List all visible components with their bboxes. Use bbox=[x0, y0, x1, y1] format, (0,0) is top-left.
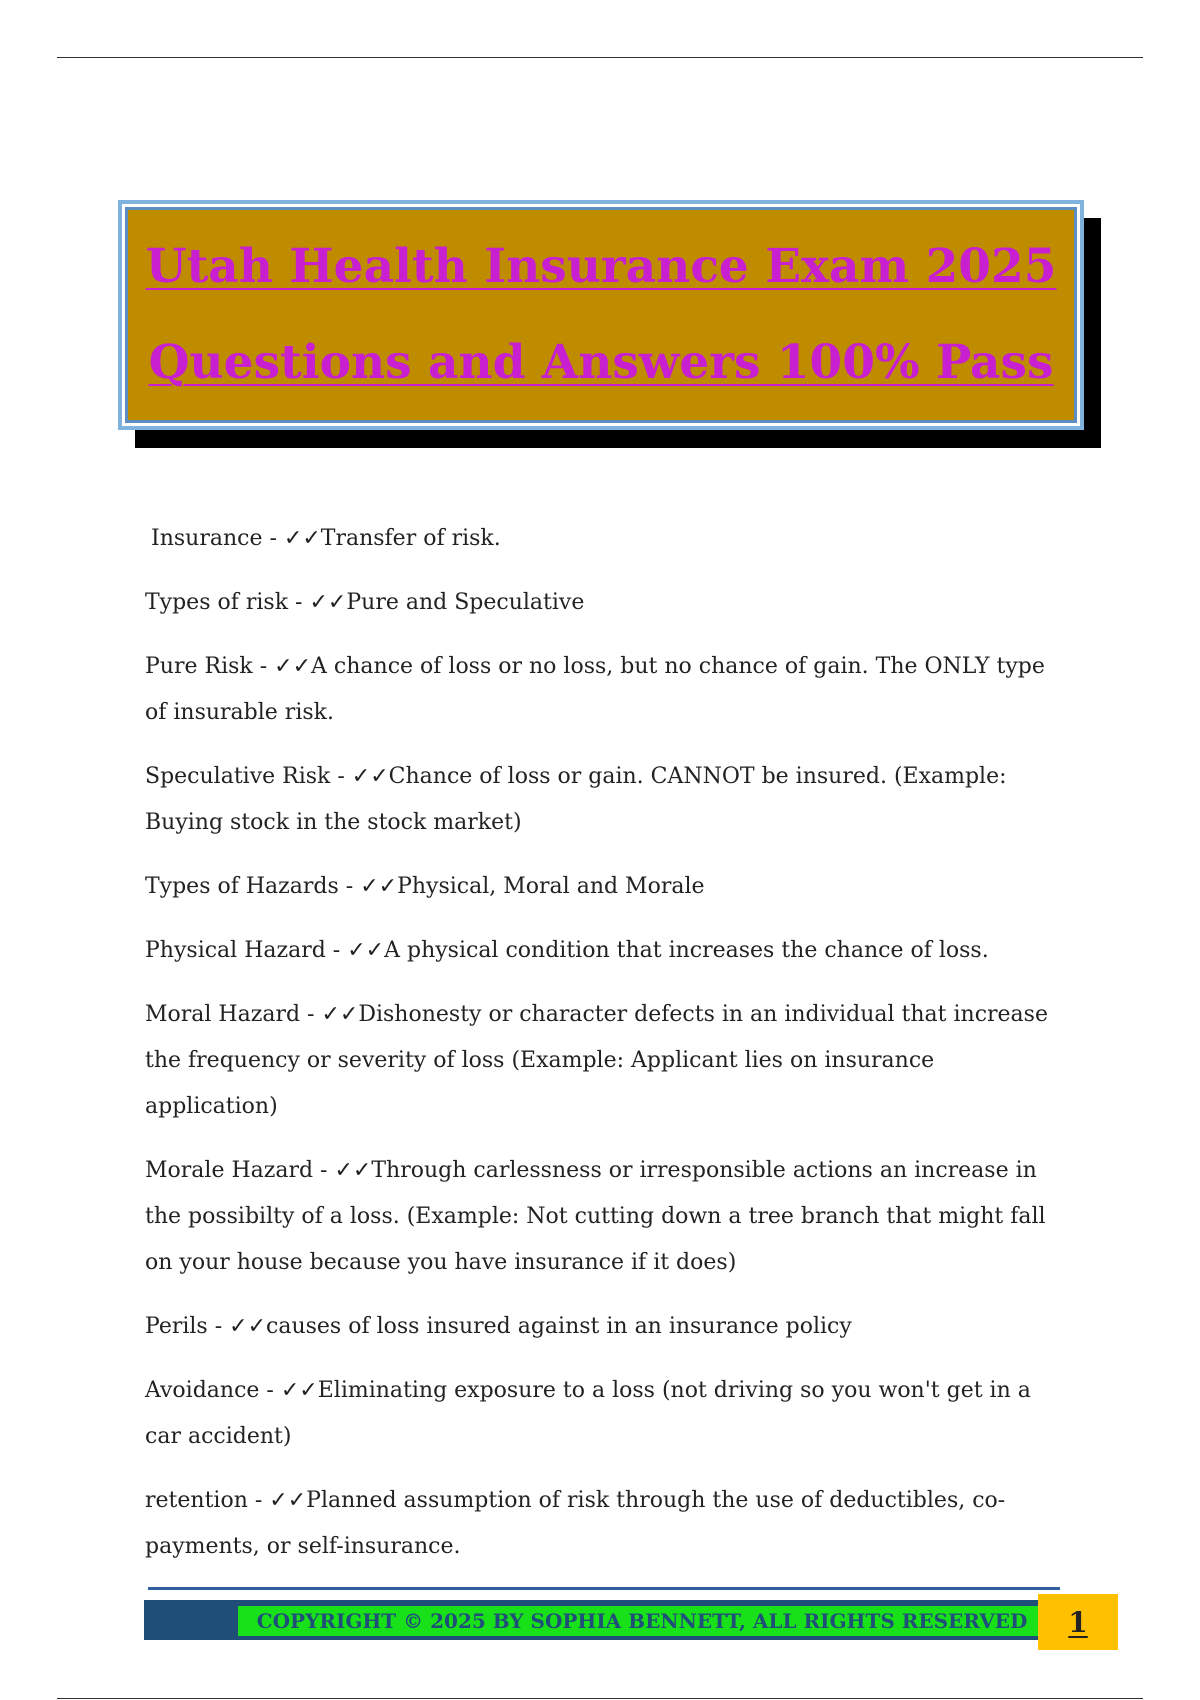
qa-term: Physical Hazard bbox=[145, 938, 326, 963]
qa-item bbox=[145, 1148, 1065, 1286]
check-icon: ✓✓ bbox=[351, 764, 389, 789]
qa-answer: causes of loss insured against in an insurance policy bbox=[266, 1314, 852, 1339]
qa-term: Morale Hazard bbox=[145, 1158, 314, 1183]
qa-separator: - bbox=[313, 1158, 335, 1183]
qa-item bbox=[145, 754, 1065, 846]
qa-item bbox=[145, 928, 1065, 974]
qa-answer: Transfer of risk. bbox=[320, 526, 501, 551]
check-icon: ✓✓ bbox=[229, 1314, 267, 1339]
check-icon: ✓✓ bbox=[334, 1158, 372, 1183]
page-number: 1 bbox=[1068, 1605, 1088, 1639]
qa-separator: - bbox=[288, 590, 310, 615]
qa-answer: A chance of loss or no loss, but no chance of gain. The ONLY type of insurable risk. bbox=[145, 654, 1045, 725]
qa-term: retention bbox=[145, 1488, 248, 1513]
qa-term: Speculative Risk bbox=[145, 764, 331, 789]
check-icon: ✓✓ bbox=[269, 1488, 307, 1513]
qa-item bbox=[145, 644, 1065, 736]
qa-separator: - bbox=[207, 1314, 230, 1339]
header-rule bbox=[57, 57, 1143, 58]
footer-rule bbox=[148, 1587, 1060, 1590]
copyright-banner bbox=[238, 1606, 1046, 1636]
qa-separator: - bbox=[300, 1002, 322, 1027]
qa-term: Types of Hazards bbox=[145, 874, 339, 899]
qa-answer: Chance of loss or gain. CANNOT be insured. (Example: Buying stock in the stock market) bbox=[145, 764, 1007, 835]
check-icon: ✓✓ bbox=[283, 526, 321, 551]
qa-term: Pure Risk bbox=[145, 654, 253, 679]
qa-separator: - bbox=[330, 764, 352, 789]
qa-answer: Through carlessness or irresponsible actions an increase in the possibilty of a loss. (Example: Not cutting down a tree branch that might fall on your house because you have insurance if it does) bbox=[145, 1158, 1046, 1275]
qa-list bbox=[145, 516, 1065, 1588]
check-icon: ✓✓ bbox=[360, 874, 398, 899]
qa-item bbox=[145, 992, 1065, 1130]
check-icon: ✓✓ bbox=[274, 654, 312, 679]
check-icon: ✓✓ bbox=[321, 1002, 359, 1027]
qa-separator: - bbox=[259, 1378, 281, 1403]
qa-item bbox=[145, 580, 1065, 626]
title-box-fill bbox=[128, 210, 1074, 420]
qa-answer: Dishonesty or character defects in an individual that increase the frequency or severity of loss (Example: Applicant lies on insurance application) bbox=[145, 1002, 1048, 1119]
qa-answer: Planned assumption of risk through the use of deductibles, co-payments, or self-insurance. bbox=[145, 1488, 1006, 1559]
qa-separator: - bbox=[252, 654, 275, 679]
qa-answer: Pure and Speculative bbox=[346, 590, 585, 615]
qa-answer: A physical condition that increases the chance of loss. bbox=[384, 938, 989, 963]
qa-item bbox=[145, 1478, 1065, 1570]
qa-term: Perils bbox=[145, 1314, 208, 1339]
qa-item bbox=[145, 1304, 1065, 1350]
page-number-badge bbox=[1038, 1594, 1118, 1650]
qa-separator: - bbox=[262, 526, 284, 551]
check-icon: ✓✓ bbox=[280, 1378, 318, 1403]
title-line-1: Utah Health Insurance Exam 2025 bbox=[145, 239, 1057, 294]
check-icon: ✓✓ bbox=[347, 938, 385, 963]
qa-term: Avoidance bbox=[145, 1378, 260, 1403]
qa-term: Types of risk bbox=[145, 590, 289, 615]
title-box bbox=[118, 200, 1084, 430]
qa-answer: Physical, Moral and Morale bbox=[397, 874, 705, 899]
qa-term: Insurance bbox=[151, 526, 263, 551]
qa-item bbox=[145, 516, 1065, 562]
qa-separator: - bbox=[247, 1488, 270, 1513]
qa-term: Moral Hazard bbox=[145, 1002, 301, 1027]
qa-item bbox=[145, 1368, 1065, 1460]
qa-answer: Eliminating exposure to a loss (not driving so you won't get in a car accident) bbox=[145, 1378, 1031, 1449]
check-icon: ✓✓ bbox=[309, 590, 347, 615]
qa-item bbox=[145, 864, 1065, 910]
qa-separator: - bbox=[325, 938, 348, 963]
copyright-text: COPYRIGHT © 2025 BY SOPHIA BENNETT, ALL RIGHTS RESERVED bbox=[256, 1609, 1028, 1633]
title-line-2: Questions and Answers 100% Pass bbox=[148, 335, 1054, 390]
qa-separator: - bbox=[338, 874, 361, 899]
footer-page-rule bbox=[57, 1698, 1143, 1699]
